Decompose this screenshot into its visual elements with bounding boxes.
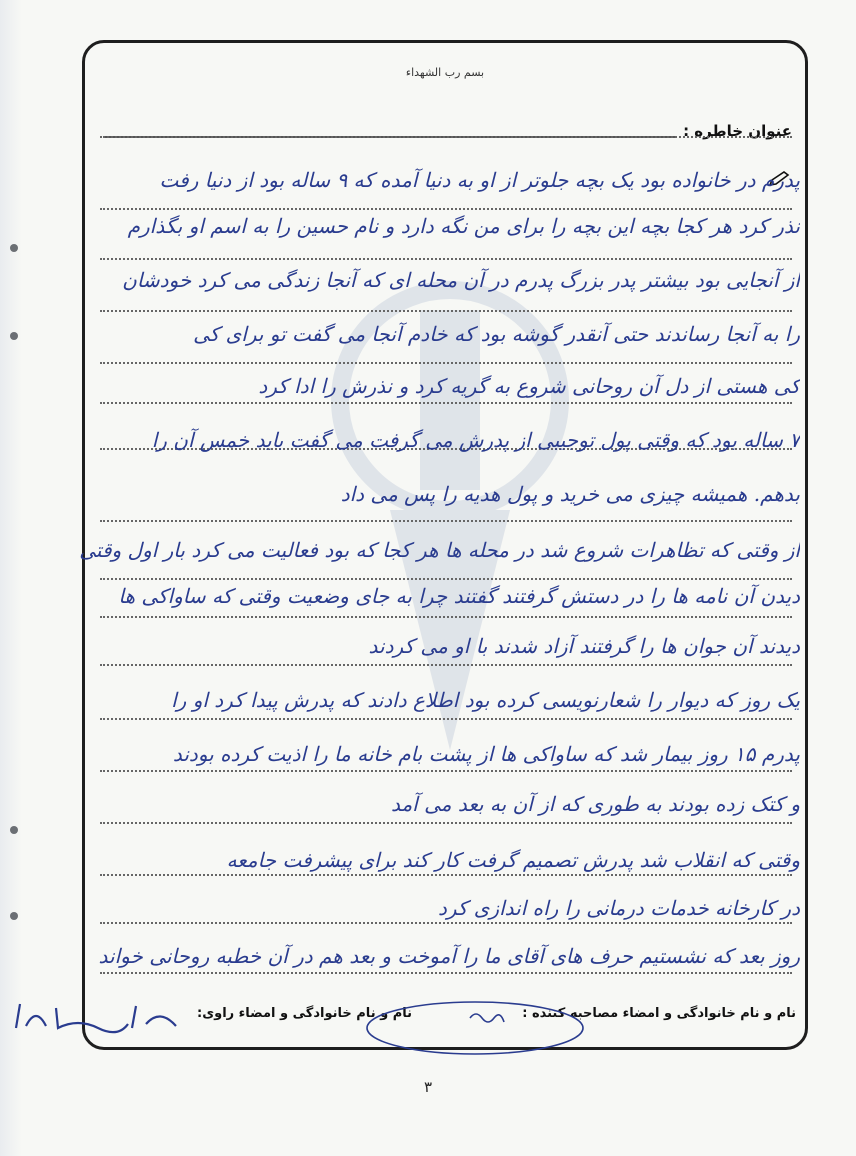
ruled-line [100, 208, 792, 210]
handwritten-line: یک روز که دیوار را شعارنویسی کرده بود اطلاع دادند که پدرش پیدا کرد او را [171, 688, 800, 712]
handwritten-line: دیدند آن جوان ها را گرفتند آزاد شدند با او می کردند [368, 634, 800, 658]
ruled-line [100, 520, 792, 522]
ruled-line [100, 822, 792, 824]
ruled-line [100, 578, 792, 580]
interviewer-signature [360, 996, 590, 1058]
handwritten-line: وقتی که انقلاب شد پدرش تصمیم گرفت کار کند برای پیشرفت جامعه [226, 848, 800, 872]
handwritten-line: و کتک زده بودند به طوری که از آن به بعد می آمد [390, 792, 800, 816]
binder-hole [10, 244, 18, 252]
handwritten-line: را به آنجا رساندند حتی آنقدر گوشه بود که خادم آنجا می گفت تو برای کی [193, 322, 800, 346]
handwritten-line: پدرم ۱۵ روز بیمار شد که ساواکی ها از پشت بام خانه ما را اذیت کرده بودند [172, 742, 800, 766]
handwritten-line: از آنجایی بود بیشتر پدر بزرگ پدرم در آن محله ای که آنجا زندگی می کرد خودشان [122, 268, 800, 292]
binder-hole [10, 332, 18, 340]
ruled-line [100, 362, 792, 364]
ruled-line [100, 718, 792, 720]
handwritten-line: پدرم در خانواده بود یک بچه جلوتر از او به دنیا آمده که ۹ ساله بود از دنیا رفت [159, 168, 800, 192]
memoir-title-label: عنوان خاطره : [683, 122, 792, 140]
handwritten-line: کی هستی از دل آن روحانی شروع به گریه کرد و نذرش را ادا کرد [258, 374, 800, 398]
narrator-label: نام و نام خانوادگی و امضاء راوی: [197, 1006, 412, 1021]
handwritten-line: نذر کرد هر کجا بچه این بچه را برای من نگه دارد و نام حسین را به اسم او بگذارم [127, 214, 800, 238]
binder-hole [10, 826, 18, 834]
handwritten-line: ۷ ساله بود که وقتی پول توجیبی از پدرش می گرفت می گفت باید خمس آن را [151, 428, 800, 452]
ruled-line [100, 402, 792, 404]
handwritten-line: از وقتی که تظاهرات شروع شد در محله ها هر کجا که بود فعالیت می کرد بار اول وقتی [79, 538, 800, 562]
ruled-line [100, 972, 792, 974]
interviewer-label: نام و نام خانوادگی و امضاء مصاحبه کننده : [522, 1006, 796, 1021]
narrator-signature [6, 998, 196, 1038]
ruled-line [100, 770, 792, 772]
handwritten-line: روز بعد که نشستیم حرف های آقای ما را آموخت و بعد هم در آن خطبه روحانی خواند [98, 944, 800, 968]
handwritten-line: در کارخانه خدمات درمانی را راه اندازی کرد [437, 896, 800, 920]
ruled-line [100, 310, 792, 312]
ruled-line [100, 136, 792, 138]
basmala-header: بسم رب الشهداء [405, 66, 485, 79]
ruled-line [100, 258, 792, 260]
handwritten-line: بدهم. همیشه چیزی می خرید و پول هدیه را پس می داد [340, 482, 800, 506]
page-edge [0, 0, 22, 1156]
ruled-line [100, 616, 792, 618]
ruled-line [100, 664, 792, 666]
binder-hole [10, 912, 18, 920]
handwritten-line: دیدن آن نامه ها را در دستش گرفتند گفتند چرا به جای وضعیت وقتی که ساواکی ها [118, 584, 800, 608]
ruled-line [100, 874, 792, 876]
ruled-line [100, 922, 792, 924]
page-number: ۳ [423, 1078, 433, 1096]
